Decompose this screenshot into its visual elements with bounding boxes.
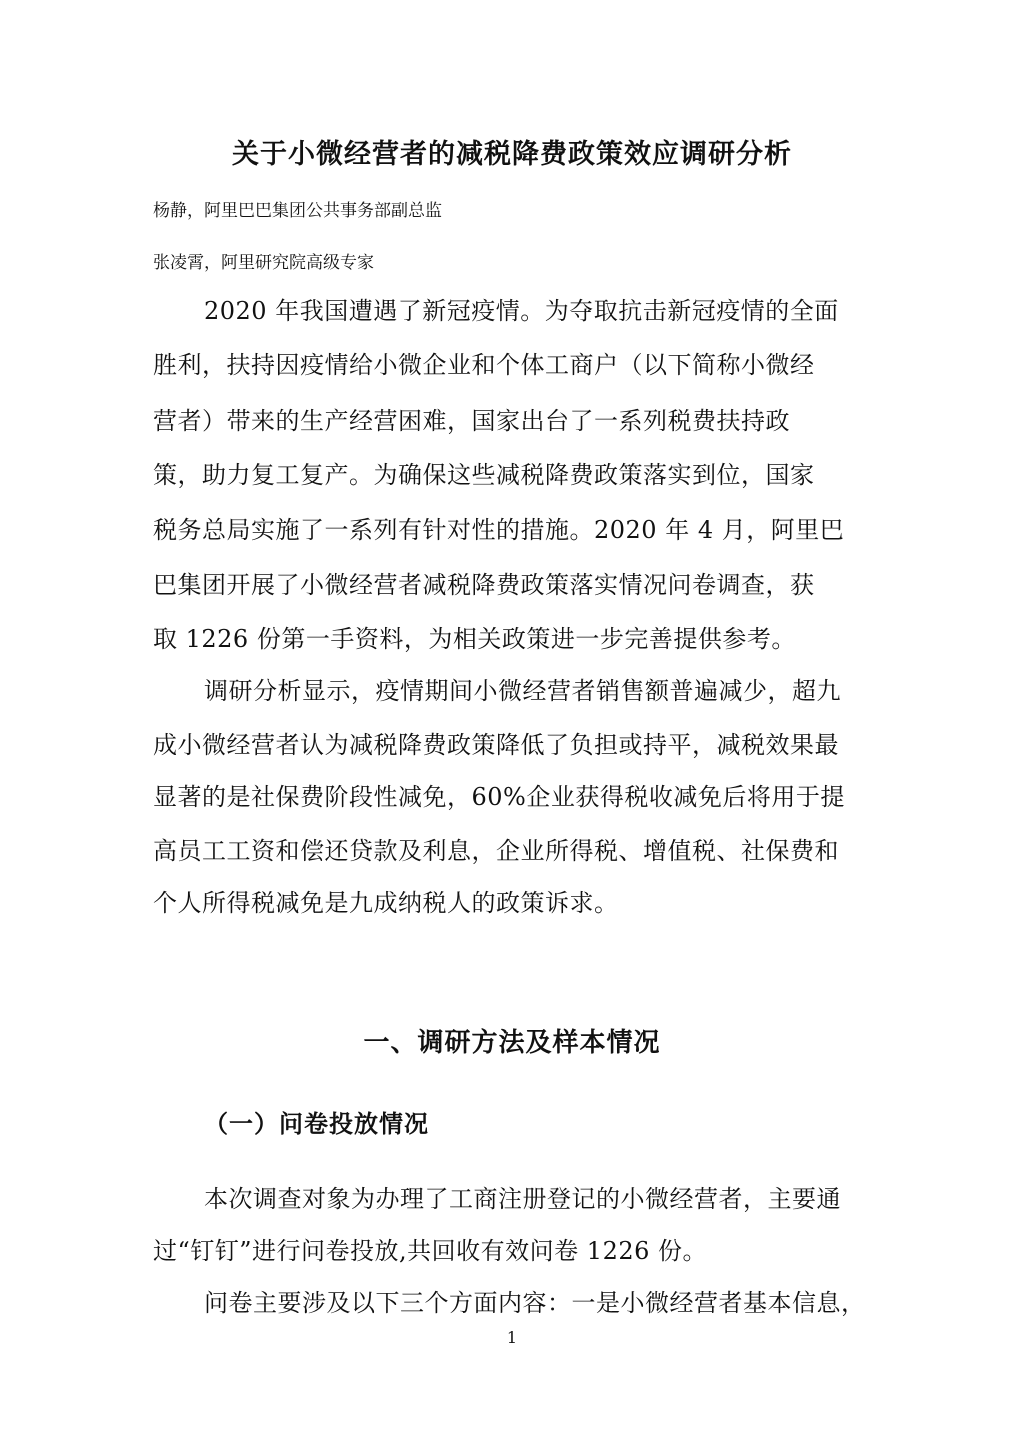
paragraph-line: 2020 年我国遭遇了新冠疫情。为夺取抗击新冠疫情的全面 — [204, 297, 839, 325]
paragraph-line: 税务总局实施了一系列有针对性的措施。2020 年 4 月，阿里巴 — [153, 516, 845, 544]
paragraph-line: 胜利，扶持因疫情给小微企业和个体工商户（以下简称小微经 — [153, 351, 815, 379]
paragraph-line: 显著的是社保费阶段性减免，60%企业获得税收减免后将用于提 — [153, 783, 845, 811]
paragraph-line: 营者）带来的生产经营困难，国家出台了一系列税费扶持政 — [153, 407, 790, 435]
paragraph-line: 巴集团开展了小微经营者减税降费政策落实情况问卷调查，获 — [153, 571, 815, 599]
paragraph-line: 问卷主要涉及以下三个方面内容：一是小微经营者基本信息， — [204, 1289, 866, 1317]
page-number: 1 — [506, 1328, 518, 1347]
subsection-heading: （一）问卷投放情况 — [204, 1109, 429, 1138]
author-line-1: 杨静，阿里巴巴集团公共事务部副总监 — [153, 201, 442, 221]
paragraph-line: 策，助力复工复产。为确保这些减税降费政策落实到位，国家 — [153, 461, 815, 489]
paragraph-line: 过“钉钉”进行问卷投放,共回收有效问卷 1226 份。 — [153, 1237, 708, 1265]
section-heading: 一、调研方法及样本情况 — [363, 1028, 661, 1058]
paragraph-line: 个人所得税减免是九成纳税人的政策诉求。 — [153, 889, 619, 917]
author-line-2: 张凌霄，阿里研究院高级专家 — [153, 253, 374, 273]
paragraph-line: 取 1226 份第一手资料，为相关政策进一步完善提供参考。 — [153, 625, 796, 653]
paragraph-line: 调研分析显示，疫情期间小微经营者销售额普遍减少，超九 — [204, 677, 841, 705]
document-title: 关于小微经营者的减税降费政策效应调研分析 — [232, 139, 792, 170]
paragraph-line: 高员工工资和偿还贷款及利息，企业所得税、增值税、社保费和 — [153, 837, 839, 865]
paragraph-line: 成小微经营者认为减税降费政策降低了负担或持平，减税效果最 — [153, 731, 839, 759]
paragraph-line: 本次调查对象为办理了工商注册登记的小微经营者，主要通 — [204, 1185, 841, 1213]
